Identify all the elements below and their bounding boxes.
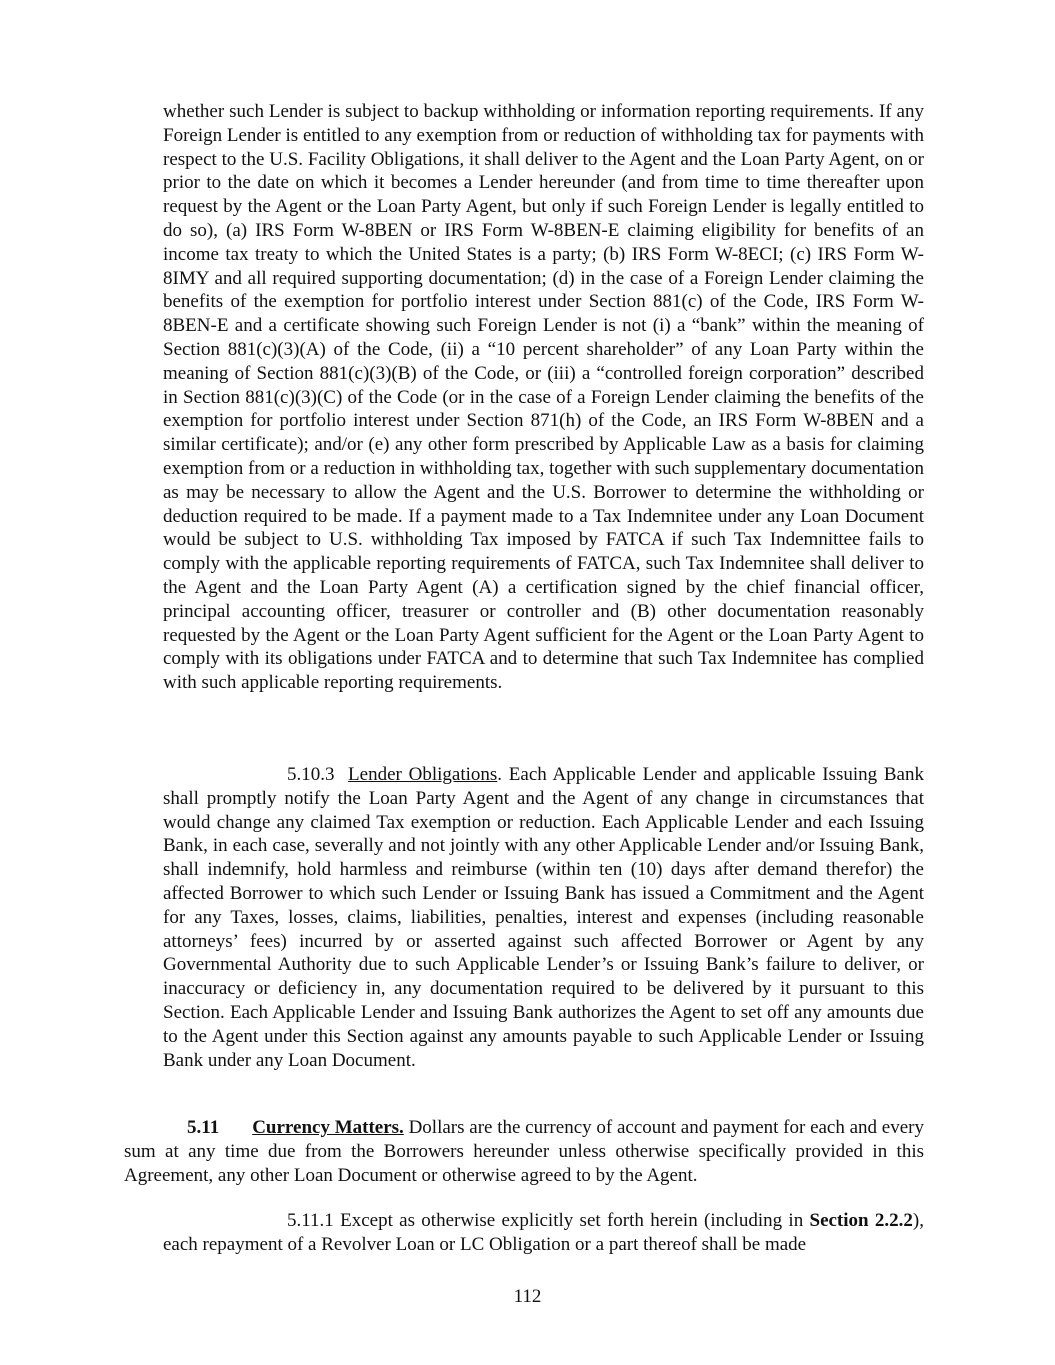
paragraph-text-continued: ), each repayment of a Revolver Loan or LC Obligation or a part thereof shall be made (163, 1210, 924, 1255)
page-number: 112 (513, 1286, 542, 1307)
paragraph-5-10-3 (163, 763, 924, 1072)
paragraph-text: . Each Applicable Lender and applicable Issuing Bank shall promptly notify the Loan Party Agent and the Agent of any change in circumstances that would change any claimed Tax exemption or reduction. Each Applicable Lender and each Issuing Bank, in each case, severally and not jointly with any other Applicable Lender and/or Issuing Bank, shall indemnify, hold harmless and reimburse (within ten (10) days after demand therefor) the affected Borrower to which such Lender or Issuing Bank has issued a Commitment and the Agent for any Taxes, losses, claims, liabilities, penalties, interest and expenses (including reasonable attorneys’ fees) incurred by or asserted against such affected Borrower or Agent by any Governmental Authority due to such Applicable Lender’s or Issuing Bank’s failure to deliver, or inaccuracy or deficiency in, any documentation required to be delivered by it pursuant to this Section. Each Applicable Lender and Issuing Bank authorizes the Agent to set off any amounts due to the Agent under this Section against any amounts payable to such Applicable Lender or Issuing Bank under any Loan Document. (163, 764, 924, 1071)
paragraph-text: whether such Lender is subject to backup withholding or information reporting requirements. If any Foreign Lender is entitled to any exemption from or reduction of withholding tax for payments with respect to the U.S. Facility Obligations, it shall deliver to the Agent and the Loan Party Agent, on or prior to the date on which it becomes a Lender hereunder (and from time to time thereafter upon request by the Agent or the Loan Party Agent, but only if such Foreign Lender is legally entitled to do so), (a) IRS Form W-8BEN or IRS Form W-8BEN-E claiming eligibility for benefits of an income tax treaty to which the United States is a party; (b) IRS Form W-8ECI; (c) IRS Form W-8IMY and all required supporting documentation; (d) in the case of a Foreign Lender claiming the benefits of the exemption for portfolio interest under Section 881(c) of the Code, IRS Form W-8BEN-E and a certificate showing such Foreign Lender is not (i) a “bank” within the meaning of Section 881(c)(3)(A) of the Code, (ii) a “10 percent shareholder” of any Loan Party within the meaning of Section 881(c)(3)(B) of the Code, or (iii) a “controlled foreign corporation” described in Section 881(c)(3)(C) of the Code (or in the case of a Foreign Lender claiming the benefits of the exemption for portfolio interest under Section 871(h) of the Code, an IRS Form W-8BEN and a similar certificate); and/or (e) any other form prescribed by Applicable Law as a basis for claiming exemption from or a reduction in withholding tax, together with such supplementary documentation as may be necessary to allow the Agent and the U.S. Borrower to determine the withholding or deduction required to be made. If a payment made to a Tax Indemnitee under any Loan Document would be subject to U.S. withholding Tax imposed by FATCA if such Tax Indemnittee fails to comply with the applicable reporting requirements of FATCA, such Tax Indemnitee shall deliver to the Agent and the Loan Party Agent (A) a certification signed by the chief financial officer, principal accounting officer, treasurer or controller and (B) other documentation reasonably requested by the Agent or the Loan Party Agent sufficient for the Agent or the Loan Party Agent to comply with its obligations under FATCA and to determine that such Tax Indemnitee has complied with such applicable reporting requirements. (163, 101, 924, 694)
paragraph-text: Dollars are the currency of account and payment for each and every sum at any time due from the Borrowers hereunder unless otherwise specifically provided in this Agreement, any other Loan Document or otherwise agreed to by the Agent. (124, 1117, 925, 1186)
paragraph-5-11 (124, 1116, 924, 1187)
section-heading: Currency Matters. (252, 1117, 404, 1138)
section-reference: Section 2.2.2 (809, 1210, 913, 1231)
section-heading: Lender Obligations (348, 764, 498, 785)
paragraph-text: Except as otherwise explicitly set forth herein (including in (333, 1210, 810, 1231)
section-number: 5.10.3 (287, 764, 335, 785)
section-number: 5.11.1 (287, 1210, 334, 1231)
paragraph-5-11-1 (163, 1209, 924, 1257)
section-number: 5.11 (187, 1117, 220, 1138)
paragraph-withholding-forms (163, 100, 924, 695)
